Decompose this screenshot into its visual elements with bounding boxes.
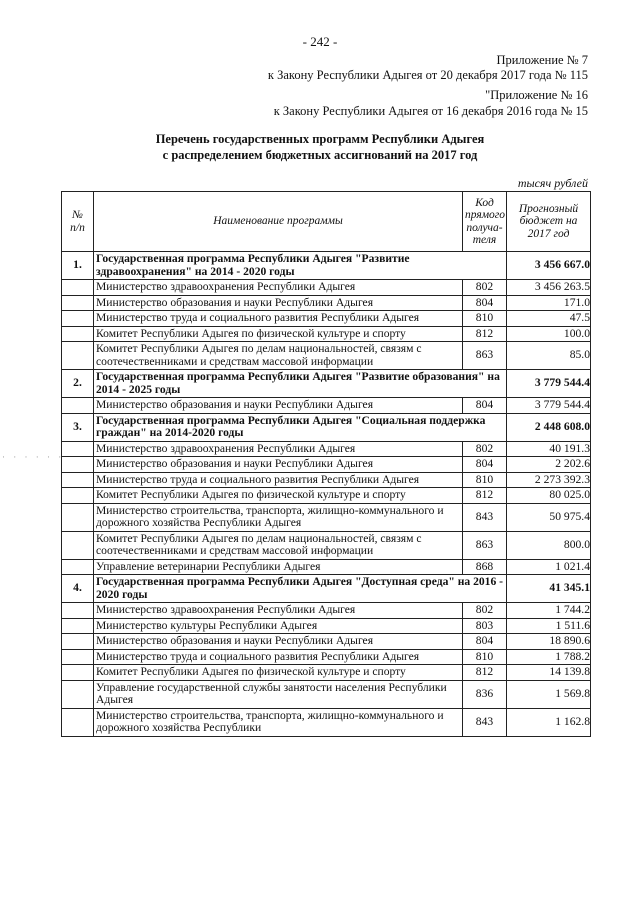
header-recipient-code: Код прямого получа- теля bbox=[463, 192, 507, 252]
row-number-empty bbox=[62, 665, 94, 681]
row-number-empty bbox=[62, 708, 94, 736]
recipient-name: Управление ветеринарии Республики Адыгея bbox=[94, 559, 463, 575]
recipient-code: 843 bbox=[463, 503, 507, 531]
header-budget: Прогнозный бюджет на 2017 год bbox=[507, 192, 591, 252]
recipient-name: Министерство культуры Республики Адыгея bbox=[94, 618, 463, 634]
recipient-row bbox=[62, 618, 591, 634]
row-number-empty bbox=[62, 531, 94, 559]
row-number-empty bbox=[62, 326, 94, 342]
program-number: 3. bbox=[62, 413, 94, 441]
recipient-amount: 2 202.6 bbox=[507, 457, 591, 473]
recipient-amount: 40 191.3 bbox=[507, 441, 591, 457]
recipient-amount: 1 569.8 bbox=[507, 680, 591, 708]
recipient-row bbox=[62, 441, 591, 457]
recipient-amount: 100.0 bbox=[507, 326, 591, 342]
recipient-name: Министерство строительства, транспорта, жилищно-коммунального и дорожного хозяйства Республики Адыгея bbox=[94, 503, 463, 531]
recipient-name: Комитет Республики Адыгея по делам национальностей, связям с соотечественниками и средствам массовой информации bbox=[94, 531, 463, 559]
program-total: 3 456 667.0 bbox=[507, 252, 591, 280]
recipient-name: Министерство здравоохранения Республики Адыгея bbox=[94, 603, 463, 619]
row-number-empty bbox=[62, 680, 94, 708]
row-number-empty bbox=[62, 441, 94, 457]
recipient-amount: 1 021.4 bbox=[507, 559, 591, 575]
recipient-name: Министерство труда и социального развития Республики Адыгея bbox=[94, 649, 463, 665]
row-number-empty bbox=[62, 649, 94, 665]
recipient-row bbox=[62, 398, 591, 414]
recipient-amount: 3 779 544.4 bbox=[507, 398, 591, 414]
recipient-amount: 3 456 263.5 bbox=[507, 280, 591, 296]
recipient-row bbox=[62, 531, 591, 559]
recipient-row bbox=[62, 680, 591, 708]
recipient-amount: 1 511.6 bbox=[507, 618, 591, 634]
row-number-empty bbox=[62, 398, 94, 414]
recipient-name: Министерство труда и социального развития Республики Адыгея bbox=[94, 311, 463, 327]
recipient-row bbox=[62, 280, 591, 296]
recipient-row bbox=[62, 634, 591, 650]
program-number: 4. bbox=[62, 575, 94, 603]
row-number-empty bbox=[62, 295, 94, 311]
recipient-name: Министерство образования и науки Республики Адыгея bbox=[94, 634, 463, 650]
recipient-row bbox=[62, 503, 591, 531]
recipient-code: 804 bbox=[463, 457, 507, 473]
recipient-row bbox=[62, 472, 591, 488]
row-number-empty bbox=[62, 472, 94, 488]
recipient-row bbox=[62, 342, 591, 370]
scan-artifact-dots: · · · · · · bbox=[2, 452, 65, 462]
program-row bbox=[62, 575, 591, 603]
recipient-name: Комитет Республики Адыгея по физической культуре и спорту bbox=[94, 665, 463, 681]
program-name: Государственная программа Республики Адыгея "Доступная среда" на 2016 - 2020 годы bbox=[94, 575, 507, 603]
row-number-empty bbox=[62, 457, 94, 473]
recipient-code: 802 bbox=[463, 280, 507, 296]
programs-table bbox=[61, 191, 591, 737]
recipient-amount: 18 890.6 bbox=[507, 634, 591, 650]
row-number-empty bbox=[62, 503, 94, 531]
row-number-empty bbox=[62, 634, 94, 650]
recipient-row bbox=[62, 649, 591, 665]
program-number: 2. bbox=[62, 370, 94, 398]
recipient-code: 812 bbox=[463, 326, 507, 342]
recipient-row bbox=[62, 665, 591, 681]
recipient-row bbox=[62, 457, 591, 473]
row-number-empty bbox=[62, 280, 94, 296]
recipient-name: Комитет Республики Адыгея по физической культуре и спорту bbox=[94, 488, 463, 504]
program-total: 41 345.1 bbox=[507, 575, 591, 603]
recipient-code: 804 bbox=[463, 295, 507, 311]
title-line-2: с распределением бюджетных ассигнований на 2017 год bbox=[162, 148, 478, 162]
recipient-amount: 47.5 bbox=[507, 311, 591, 327]
recipient-row bbox=[62, 326, 591, 342]
recipient-row bbox=[62, 559, 591, 575]
recipient-code: 812 bbox=[463, 488, 507, 504]
program-number: 1. bbox=[62, 252, 94, 280]
recipient-code: 810 bbox=[463, 311, 507, 327]
recipient-amount: 1 744.2 bbox=[507, 603, 591, 619]
previous-law-reference: к Закону Республики Адыгея от 16 декабря 2016 года № 15 bbox=[273, 104, 588, 118]
recipient-name: Министерство здравоохранения Республики Адыгея bbox=[94, 280, 463, 296]
recipient-code: 803 bbox=[463, 618, 507, 634]
recipient-code: 804 bbox=[463, 398, 507, 414]
row-number-empty bbox=[62, 311, 94, 327]
recipient-code: 810 bbox=[463, 649, 507, 665]
recipient-amount: 2 273 392.3 bbox=[507, 472, 591, 488]
recipient-code: 863 bbox=[463, 342, 507, 370]
recipient-code: 812 bbox=[463, 665, 507, 681]
program-row bbox=[62, 370, 591, 398]
recipient-name: Министерство здравоохранения Республики Адыгея bbox=[94, 441, 463, 457]
recipient-row bbox=[62, 708, 591, 736]
header-number: № п/п bbox=[62, 192, 94, 252]
recipient-code: 863 bbox=[463, 531, 507, 559]
recipient-amount: 14 139.8 bbox=[507, 665, 591, 681]
recipient-code: 810 bbox=[463, 472, 507, 488]
program-name: Государственная программа Республики Адыгея "Развитие здравоохранения" на 2014 - 2020 годы bbox=[94, 252, 507, 280]
appendix-number: Приложение № 7 bbox=[496, 53, 588, 67]
program-row bbox=[62, 252, 591, 280]
program-name: Государственная программа Республики Адыгея "Социальная поддержка граждан" на 2014-2020 годы bbox=[94, 413, 507, 441]
recipient-name: Министерство образования и науки Республики Адыгея bbox=[94, 457, 463, 473]
recipient-row bbox=[62, 488, 591, 504]
units-label: тысяч рублей bbox=[517, 176, 588, 190]
recipient-name: Министерство образования и науки Республики Адыгея bbox=[94, 398, 463, 414]
program-total: 3 779 544.4 bbox=[507, 370, 591, 398]
row-number-empty bbox=[62, 342, 94, 370]
title-line-1: Перечень государственных программ Республики Адыгея bbox=[155, 132, 485, 146]
previous-appendix-number: "Приложение № 16 bbox=[485, 88, 588, 102]
table-header-row bbox=[62, 192, 591, 252]
recipient-amount: 1 162.8 bbox=[507, 708, 591, 736]
recipient-name: Министерство труда и социального развития Республики Адыгея bbox=[94, 472, 463, 488]
recipient-row bbox=[62, 603, 591, 619]
row-number-empty bbox=[62, 559, 94, 575]
program-total: 2 448 608.0 bbox=[507, 413, 591, 441]
recipient-name: Управление государственной службы занятости населения Республики Адыгея bbox=[94, 680, 463, 708]
row-number-empty bbox=[62, 603, 94, 619]
program-row bbox=[62, 413, 591, 441]
recipient-amount: 80 025.0 bbox=[507, 488, 591, 504]
header-program-name: Наименование программы bbox=[94, 192, 463, 252]
recipient-amount: 1 788.2 bbox=[507, 649, 591, 665]
row-number-empty bbox=[62, 488, 94, 504]
recipient-name: Комитет Республики Адыгея по физической культуре и спорту bbox=[94, 326, 463, 342]
recipient-amount: 85.0 bbox=[507, 342, 591, 370]
recipient-code: 843 bbox=[463, 708, 507, 736]
recipient-name: Министерство образования и науки Республики Адыгея bbox=[94, 295, 463, 311]
appendix-law-reference: к Закону Республики Адыгея от 20 декабря 2017 года № 115 bbox=[267, 68, 588, 82]
table-body bbox=[62, 252, 591, 737]
recipient-code: 802 bbox=[463, 441, 507, 457]
recipient-code: 804 bbox=[463, 634, 507, 650]
recipient-amount: 171.0 bbox=[507, 295, 591, 311]
recipient-code: 836 bbox=[463, 680, 507, 708]
recipient-code: 868 bbox=[463, 559, 507, 575]
program-name: Государственная программа Республики Адыгея "Развитие образования" на 2014 - 2025 годы bbox=[94, 370, 507, 398]
recipient-amount: 50 975.4 bbox=[507, 503, 591, 531]
recipient-row bbox=[62, 311, 591, 327]
page-number: - 242 - bbox=[302, 34, 338, 49]
recipient-amount: 800.0 bbox=[507, 531, 591, 559]
recipient-row bbox=[62, 295, 591, 311]
recipient-code: 802 bbox=[463, 603, 507, 619]
row-number-empty bbox=[62, 618, 94, 634]
document-title bbox=[60, 131, 580, 163]
recipient-name: Комитет Республики Адыгея по делам национальностей, связям с соотечественниками и средствам массовой информации bbox=[94, 342, 463, 370]
recipient-name: Министерство строительства, транспорта, жилищно-коммунального и дорожного хозяйства Республики bbox=[94, 708, 463, 736]
